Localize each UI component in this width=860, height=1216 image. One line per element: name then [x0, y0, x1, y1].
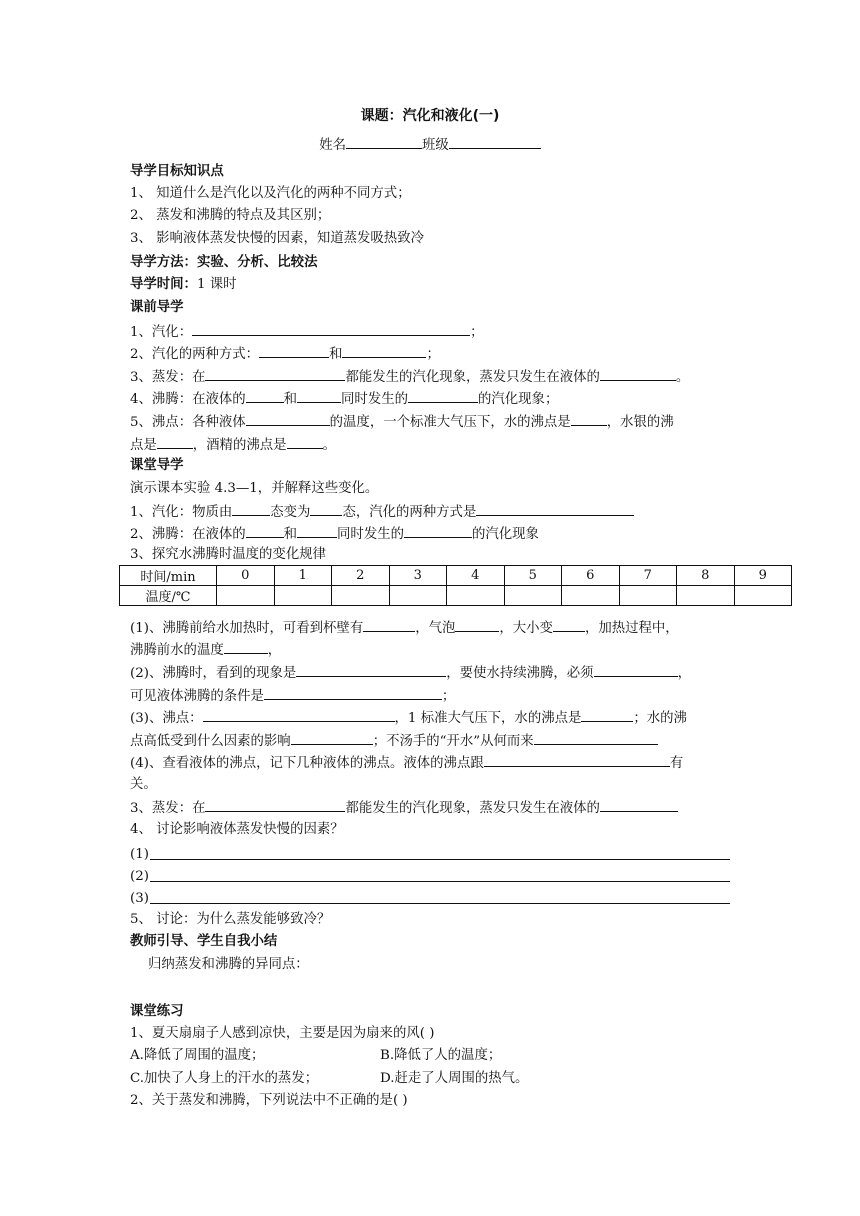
text: 沸腾前水的温度: [130, 643, 224, 658]
text: ；不汤手的“开水”从何而来: [372, 734, 534, 749]
discussion-5: 5、 讨论：为什么蒸发能够致冷？: [130, 912, 331, 927]
table-header-temperature: 温度/℃: [120, 586, 217, 606]
table-cell-temp-input[interactable]: [217, 586, 275, 606]
answer-blank[interactable]: [594, 662, 678, 677]
practice-question-2: 2、关于蒸发和沸腾，下列说法中不正确的是( ): [130, 1093, 408, 1108]
text: ，加热过程中，: [584, 621, 679, 636]
answer-blank[interactable]: [455, 617, 499, 632]
preview-line-1: [130, 321, 483, 343]
answer-blank[interactable]: [310, 501, 342, 516]
text: ，大小变: [499, 621, 553, 636]
text: 点是: [130, 438, 157, 453]
text: 同时发生的: [337, 527, 404, 542]
text: (4)、查看液体的沸点，记下几种液体的沸点。液体的沸点跟: [130, 756, 484, 771]
text: 都能发生的汽化现象，蒸发只发生在液体的: [345, 801, 600, 816]
goal-item: 2、 蒸发和沸腾的特点及其区别；: [130, 208, 331, 223]
option-a: A.降低了周围的温度；: [130, 1048, 265, 1063]
answer-blank[interactable]: [246, 388, 284, 403]
text: 点高低受到什么因素的影响: [130, 734, 291, 749]
classroom-line-2: [130, 523, 539, 545]
table-cell-temp-input[interactable]: [332, 586, 390, 606]
text: ，: [267, 643, 282, 658]
class-label: 班级: [422, 138, 449, 153]
table-row: [120, 566, 792, 586]
text: ；水的沸: [633, 711, 687, 726]
summary-heading: 教师引导、学生自我小结: [130, 934, 278, 949]
question-3-line-a: [130, 707, 687, 729]
table-cell-minute: 9: [734, 566, 792, 586]
answer-blank[interactable]: [581, 707, 633, 722]
text: ，气泡: [415, 621, 456, 636]
text: ；: [441, 689, 456, 704]
table-cell-minute: 0: [217, 566, 275, 586]
text: ，酒精的沸点是: [192, 438, 287, 453]
answer-blank[interactable]: [291, 730, 373, 745]
discussion-4: 4、 讨论影响液体蒸发快慢的因素？: [130, 822, 344, 837]
factor-label: (1): [130, 847, 149, 862]
answer-blank[interactable]: [259, 343, 329, 358]
text: 和: [329, 347, 343, 362]
question-2-line-a: [130, 662, 691, 684]
text: ，: [677, 666, 691, 681]
table-header-time: 时间/min: [120, 566, 217, 586]
preview-line-3: [130, 366, 689, 388]
question-4-line-b: 关。: [130, 777, 157, 792]
summary-text: 归纳蒸发和沸腾的异同点：: [148, 957, 309, 972]
answer-blank[interactable]: [287, 434, 323, 449]
table-cell-temp-input[interactable]: [389, 586, 447, 606]
question-1-line-b: [130, 639, 281, 661]
option-b: B.降低了人的温度；: [380, 1048, 502, 1063]
preview-heading: 课前导学: [130, 300, 184, 315]
answer-blank[interactable]: [404, 523, 472, 538]
name-label: 姓名: [319, 138, 346, 153]
factor-answer-line[interactable]: [150, 903, 730, 904]
text: ，要使水持续沸腾，必须: [446, 666, 594, 681]
text: 1、汽化：: [130, 325, 193, 340]
answer-blank[interactable]: [476, 501, 634, 516]
text: 2、沸腾：在液体的: [130, 527, 246, 542]
answer-blank[interactable]: [246, 411, 330, 426]
temperature-table: [119, 565, 792, 606]
answer-blank[interactable]: [205, 797, 345, 812]
answer-blank[interactable]: [205, 366, 345, 381]
text: (3)、沸点：: [130, 711, 203, 726]
option-d: D.赶走了人周围的热气。: [380, 1071, 529, 1086]
answer-blank[interactable]: [192, 321, 470, 336]
goal-item: 1、 知道什么是汽化以及汽化的两种不同方式；: [130, 186, 411, 201]
name-class-row: [0, 134, 860, 156]
factor-label: (2): [130, 869, 149, 884]
evaporation-line: [130, 797, 678, 819]
text: 和: [283, 392, 298, 407]
text: 的汽化现象: [472, 527, 539, 542]
preview-line-2: [130, 343, 440, 365]
page-title: 课题：汽化和液化(一): [360, 108, 500, 124]
classroom-line-3: 3、探究水沸腾时温度的变化规律: [130, 547, 326, 562]
text: 的温度，一个标准大气压下，水的沸点是: [329, 415, 571, 430]
method-line: 导学方法：实验、分析、比较法: [130, 255, 318, 270]
preview-line-6: [130, 434, 336, 456]
answer-blank[interactable]: [363, 617, 415, 632]
table-cell-minute: 6: [562, 566, 620, 586]
practice-heading: 课堂练习: [130, 1004, 184, 1019]
question-2-line-b: [130, 685, 455, 707]
text: 2、汽化的两种方式：: [130, 347, 260, 362]
text: ，水银的沸: [606, 415, 674, 430]
table-cell-minute: 3: [389, 566, 447, 586]
factor-label: (3): [130, 891, 149, 906]
answer-blank[interactable]: [534, 730, 658, 745]
table-cell-temp-input[interactable]: [677, 586, 735, 606]
answer-blank[interactable]: [408, 388, 478, 403]
text: 有: [669, 756, 684, 771]
table-cell-temp-input[interactable]: [734, 586, 792, 606]
text: 态变为: [270, 505, 311, 520]
answer-blank[interactable]: [553, 617, 585, 632]
answer-blank[interactable]: [264, 685, 442, 700]
time-line: [130, 275, 237, 295]
practice-question-1: 1、夏天扇扇子人感到凉快，主要是因为扇来的风( ): [130, 1026, 435, 1041]
table-cell-temp-input[interactable]: [274, 586, 332, 606]
text: 4、沸腾：在液体的: [130, 392, 246, 407]
text: 5、沸点：各种液体: [130, 415, 246, 430]
text: 3、蒸发：在: [130, 370, 206, 385]
answer-blank[interactable]: [600, 366, 676, 381]
text: 1、汽化：物质由: [130, 505, 233, 520]
text: (2)、沸腾时，看到的现象是: [130, 666, 297, 681]
answer-blank[interactable]: [297, 388, 341, 403]
text: 同时发生的: [341, 392, 408, 407]
answer-blank[interactable]: [224, 639, 268, 654]
text: ，1 标准大气压下，水的沸点是: [394, 711, 582, 726]
answer-blank[interactable]: [342, 343, 426, 358]
class-blank[interactable]: [449, 134, 541, 149]
text: 都能发生的汽化现象，蒸发只发生在液体的: [345, 370, 600, 385]
question-1-line-a: [130, 617, 679, 639]
text: 态，汽化的两种方式是: [342, 505, 477, 520]
answer-blank[interactable]: [296, 662, 446, 677]
text: 3、蒸发：在: [130, 801, 206, 816]
answer-blank[interactable]: [232, 501, 270, 516]
name-blank[interactable]: [346, 134, 422, 149]
table-row: [120, 586, 792, 606]
text: 可见液体沸腾的条件是: [130, 689, 264, 704]
answer-blank[interactable]: [484, 752, 670, 767]
answer-blank[interactable]: [203, 707, 395, 722]
question-4-line-a: [130, 752, 683, 774]
demo-line: 演示课本实验 4.3—1，并解释这些变化。: [130, 481, 379, 496]
answer-blank[interactable]: [297, 523, 337, 538]
preview-line-4: [130, 388, 558, 410]
table-cell-minute: 8: [677, 566, 735, 586]
goal-item: 3、 影响液体蒸发快慢的因素，知道蒸发吸热致冷: [130, 231, 424, 246]
goals-heading: 导学目标知识点: [130, 164, 224, 179]
answer-blank[interactable]: [600, 797, 678, 812]
option-c: C.加快了人身上的汗水的蒸发；: [130, 1071, 319, 1086]
factor-answer-line[interactable]: [150, 881, 730, 882]
table-cell-temp-input[interactable]: [619, 586, 677, 606]
text: 和: [283, 527, 298, 542]
answer-blank[interactable]: [157, 434, 193, 449]
time-value: 1 课时: [196, 277, 237, 292]
answer-blank[interactable]: [571, 411, 607, 426]
table-cell-minute: 7: [619, 566, 677, 586]
classroom-heading: 课堂导学: [130, 458, 184, 473]
table-cell-temp-input[interactable]: [562, 586, 620, 606]
text: (1)、沸腾前给水加热时，可看到杯壁有: [130, 621, 364, 636]
question-3-line-b: [130, 730, 658, 752]
text: 。: [675, 370, 690, 385]
table-cell-temp-input[interactable]: [504, 586, 562, 606]
table-cell-temp-input[interactable]: [447, 586, 505, 606]
table-cell-minute: 2: [332, 566, 390, 586]
text: 的汽化现象；: [478, 392, 559, 407]
text: ；: [470, 325, 484, 340]
text: 。: [322, 438, 336, 453]
table-cell-minute: 4: [447, 566, 505, 586]
answer-blank[interactable]: [246, 523, 284, 538]
table-cell-minute: 1: [274, 566, 332, 586]
time-label: 导学时间：: [130, 277, 197, 292]
factor-answer-line[interactable]: [150, 859, 730, 860]
classroom-line-1: [130, 501, 634, 523]
preview-line-5: [130, 411, 674, 433]
table-cell-minute: 5: [504, 566, 562, 586]
text: ；: [426, 347, 440, 362]
